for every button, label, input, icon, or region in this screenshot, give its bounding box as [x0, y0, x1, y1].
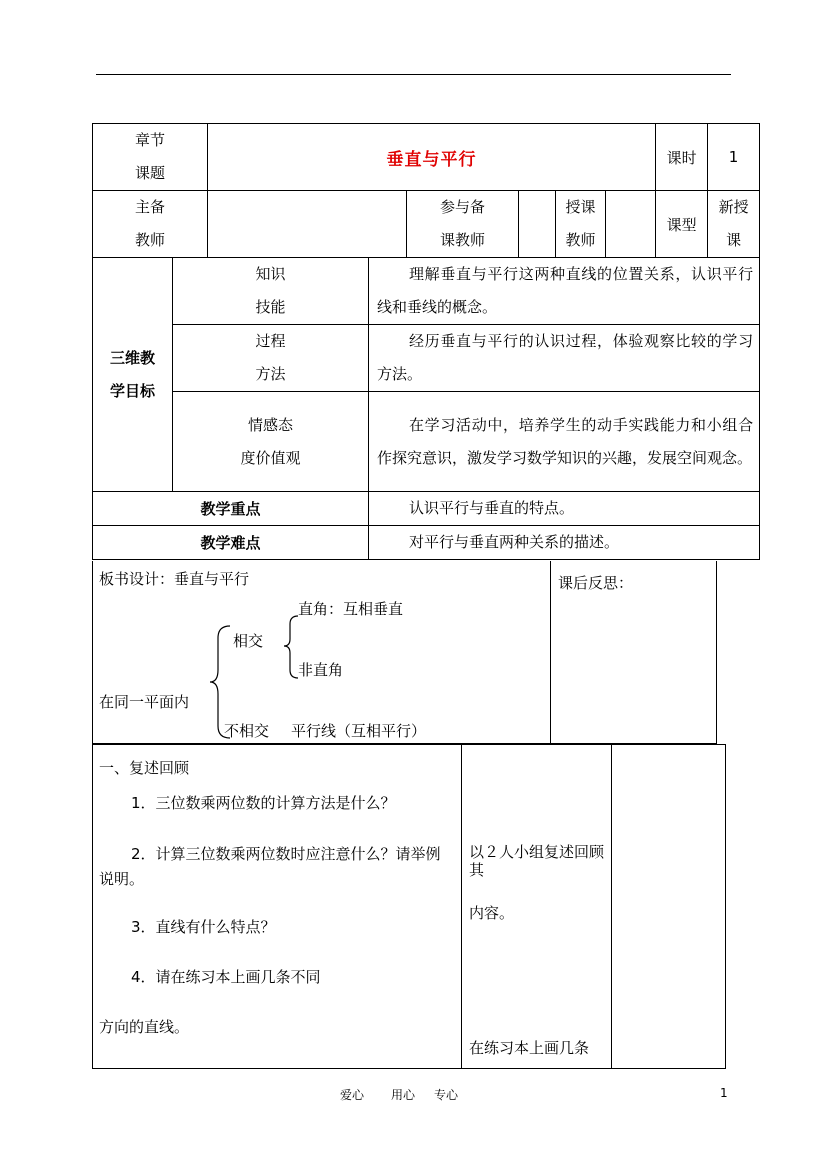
lead-teacher-label-cell [93, 191, 208, 258]
footer-motto-3: 专心 [434, 1088, 459, 1102]
question-3: 3．直线有什么特点？ [131, 918, 276, 936]
board-intersect: 相交 [233, 632, 264, 650]
co-teacher-label-line1: 参与备 [440, 198, 486, 216]
student-activity-2: 内容。 [469, 904, 515, 922]
question-4: 4．请在练习本上画几条不同 [131, 968, 321, 986]
lecturer-label-line1: 授课 [565, 198, 596, 216]
chapter-label-cell [93, 124, 208, 191]
board-not-intersect: 不相交 [224, 722, 270, 740]
footer-motto-1: 爱心 [340, 1088, 365, 1102]
lead-teacher-value-cell [208, 191, 407, 258]
key-point-text: 认识平行与垂直的特点。 [409, 499, 575, 517]
type-value-cell [708, 191, 760, 258]
type-value-line1: 新授 [718, 198, 749, 216]
type-label: 课型 [666, 215, 697, 234]
goal-knowledge-label-cell [173, 258, 369, 325]
board-title: 板书设计：垂直与平行 [99, 570, 250, 588]
goal-process-label-line1: 过程 [255, 332, 286, 350]
lecturer-label-cell [556, 191, 606, 258]
lesson-title: 垂直与平行 [386, 149, 477, 170]
question-1: 1．三位数乘两位数的计算方法是什么？ [131, 794, 396, 812]
goal-emotion-text: 在学习活动中，培养学生的动手实践能力和小组合作探究意识，激发学习数学知识的兴趣，发展空间观念。 [377, 415, 754, 467]
inner-brace-icon [282, 614, 300, 680]
key-point-text-cell [369, 492, 760, 526]
goal-knowledge-label-line1: 知识 [255, 265, 286, 283]
board-right-angle: 直角：互相垂直 [298, 600, 404, 618]
goal-emotion-label-line2: 度价值观 [240, 448, 301, 467]
type-label-cell [656, 191, 708, 258]
process-divider-1 [461, 744, 462, 1069]
co-teacher-value-cell [519, 191, 556, 258]
board-same-plane: 在同一平面内 [99, 693, 190, 711]
chapter-label-line1: 章节 [135, 131, 166, 149]
co-teacher-label-cell [407, 191, 519, 258]
period-label: 课时 [666, 148, 697, 167]
process-divider-2 [611, 744, 612, 1069]
question-4-continuation: 方向的直线。 [99, 1018, 190, 1036]
lead-teacher-label-line1: 主备 [135, 198, 166, 216]
goal-emotion-label-cell [173, 392, 369, 492]
student-activity-3: 在练习本上画几条 [469, 1039, 590, 1057]
reflection-label: 课后反思： [558, 574, 634, 592]
key-point-label-cell [93, 492, 369, 526]
chapter-label-line2: 课题 [135, 164, 166, 182]
goal-emotion-text-cell [369, 392, 760, 492]
board-non-right: 非直角 [298, 661, 344, 679]
difficulty-text: 对平行与垂直两种关系的描述。 [409, 533, 620, 551]
co-teacher-label-line2: 课教师 [440, 231, 486, 249]
goals-label-line2: 学目标 [109, 381, 155, 400]
process-section-title: 一、复述回顾 [99, 759, 190, 777]
footer-motto-2: 用心 [391, 1088, 416, 1102]
student-activity-1: 以２人小组复述回顾其 [469, 843, 605, 879]
goals-label-line1: 三维教 [109, 348, 155, 367]
lecturer-value-cell [606, 191, 656, 258]
goal-knowledge-label-line2: 技能 [255, 298, 286, 316]
difficulty-label-cell [93, 526, 369, 560]
lead-teacher-label-line2: 教师 [135, 231, 166, 249]
key-point-label: 教学重点 [200, 500, 261, 518]
goal-process-text: 经历垂直与平行的认识过程，体验观察比较的学习方法。 [377, 332, 754, 383]
board-divider [550, 561, 551, 744]
goal-process-text-cell [369, 325, 760, 392]
title-cell [208, 124, 656, 191]
lesson-info-table [92, 123, 760, 560]
goal-emotion-label-line1: 情感态 [248, 415, 294, 434]
board-parallel: 平行线（互相平行） [291, 722, 427, 740]
difficulty-text-cell [369, 526, 760, 560]
period-value: 1 [728, 148, 739, 166]
goal-process-label-cell [173, 325, 369, 392]
difficulty-label: 教学难点 [200, 534, 261, 552]
type-value-line2: 课 [726, 231, 742, 249]
goal-knowledge-text: 理解垂直与平行这两种直线的位置关系，认识平行线和垂线的概念。 [377, 265, 754, 316]
outer-brace-icon [208, 624, 232, 740]
period-label-cell [656, 124, 708, 191]
page-number: 1 [720, 1086, 728, 1100]
goal-process-label-line2: 方法 [255, 365, 286, 383]
question-2: 2．计算三位数乘两位数时应注意什么？请举例说明。 [99, 845, 441, 888]
goal-knowledge-text-cell [369, 258, 760, 325]
lecturer-label-line2: 教师 [565, 231, 596, 249]
goals-label-cell [93, 258, 173, 492]
period-value-cell [708, 124, 760, 191]
header-rule [96, 74, 731, 75]
